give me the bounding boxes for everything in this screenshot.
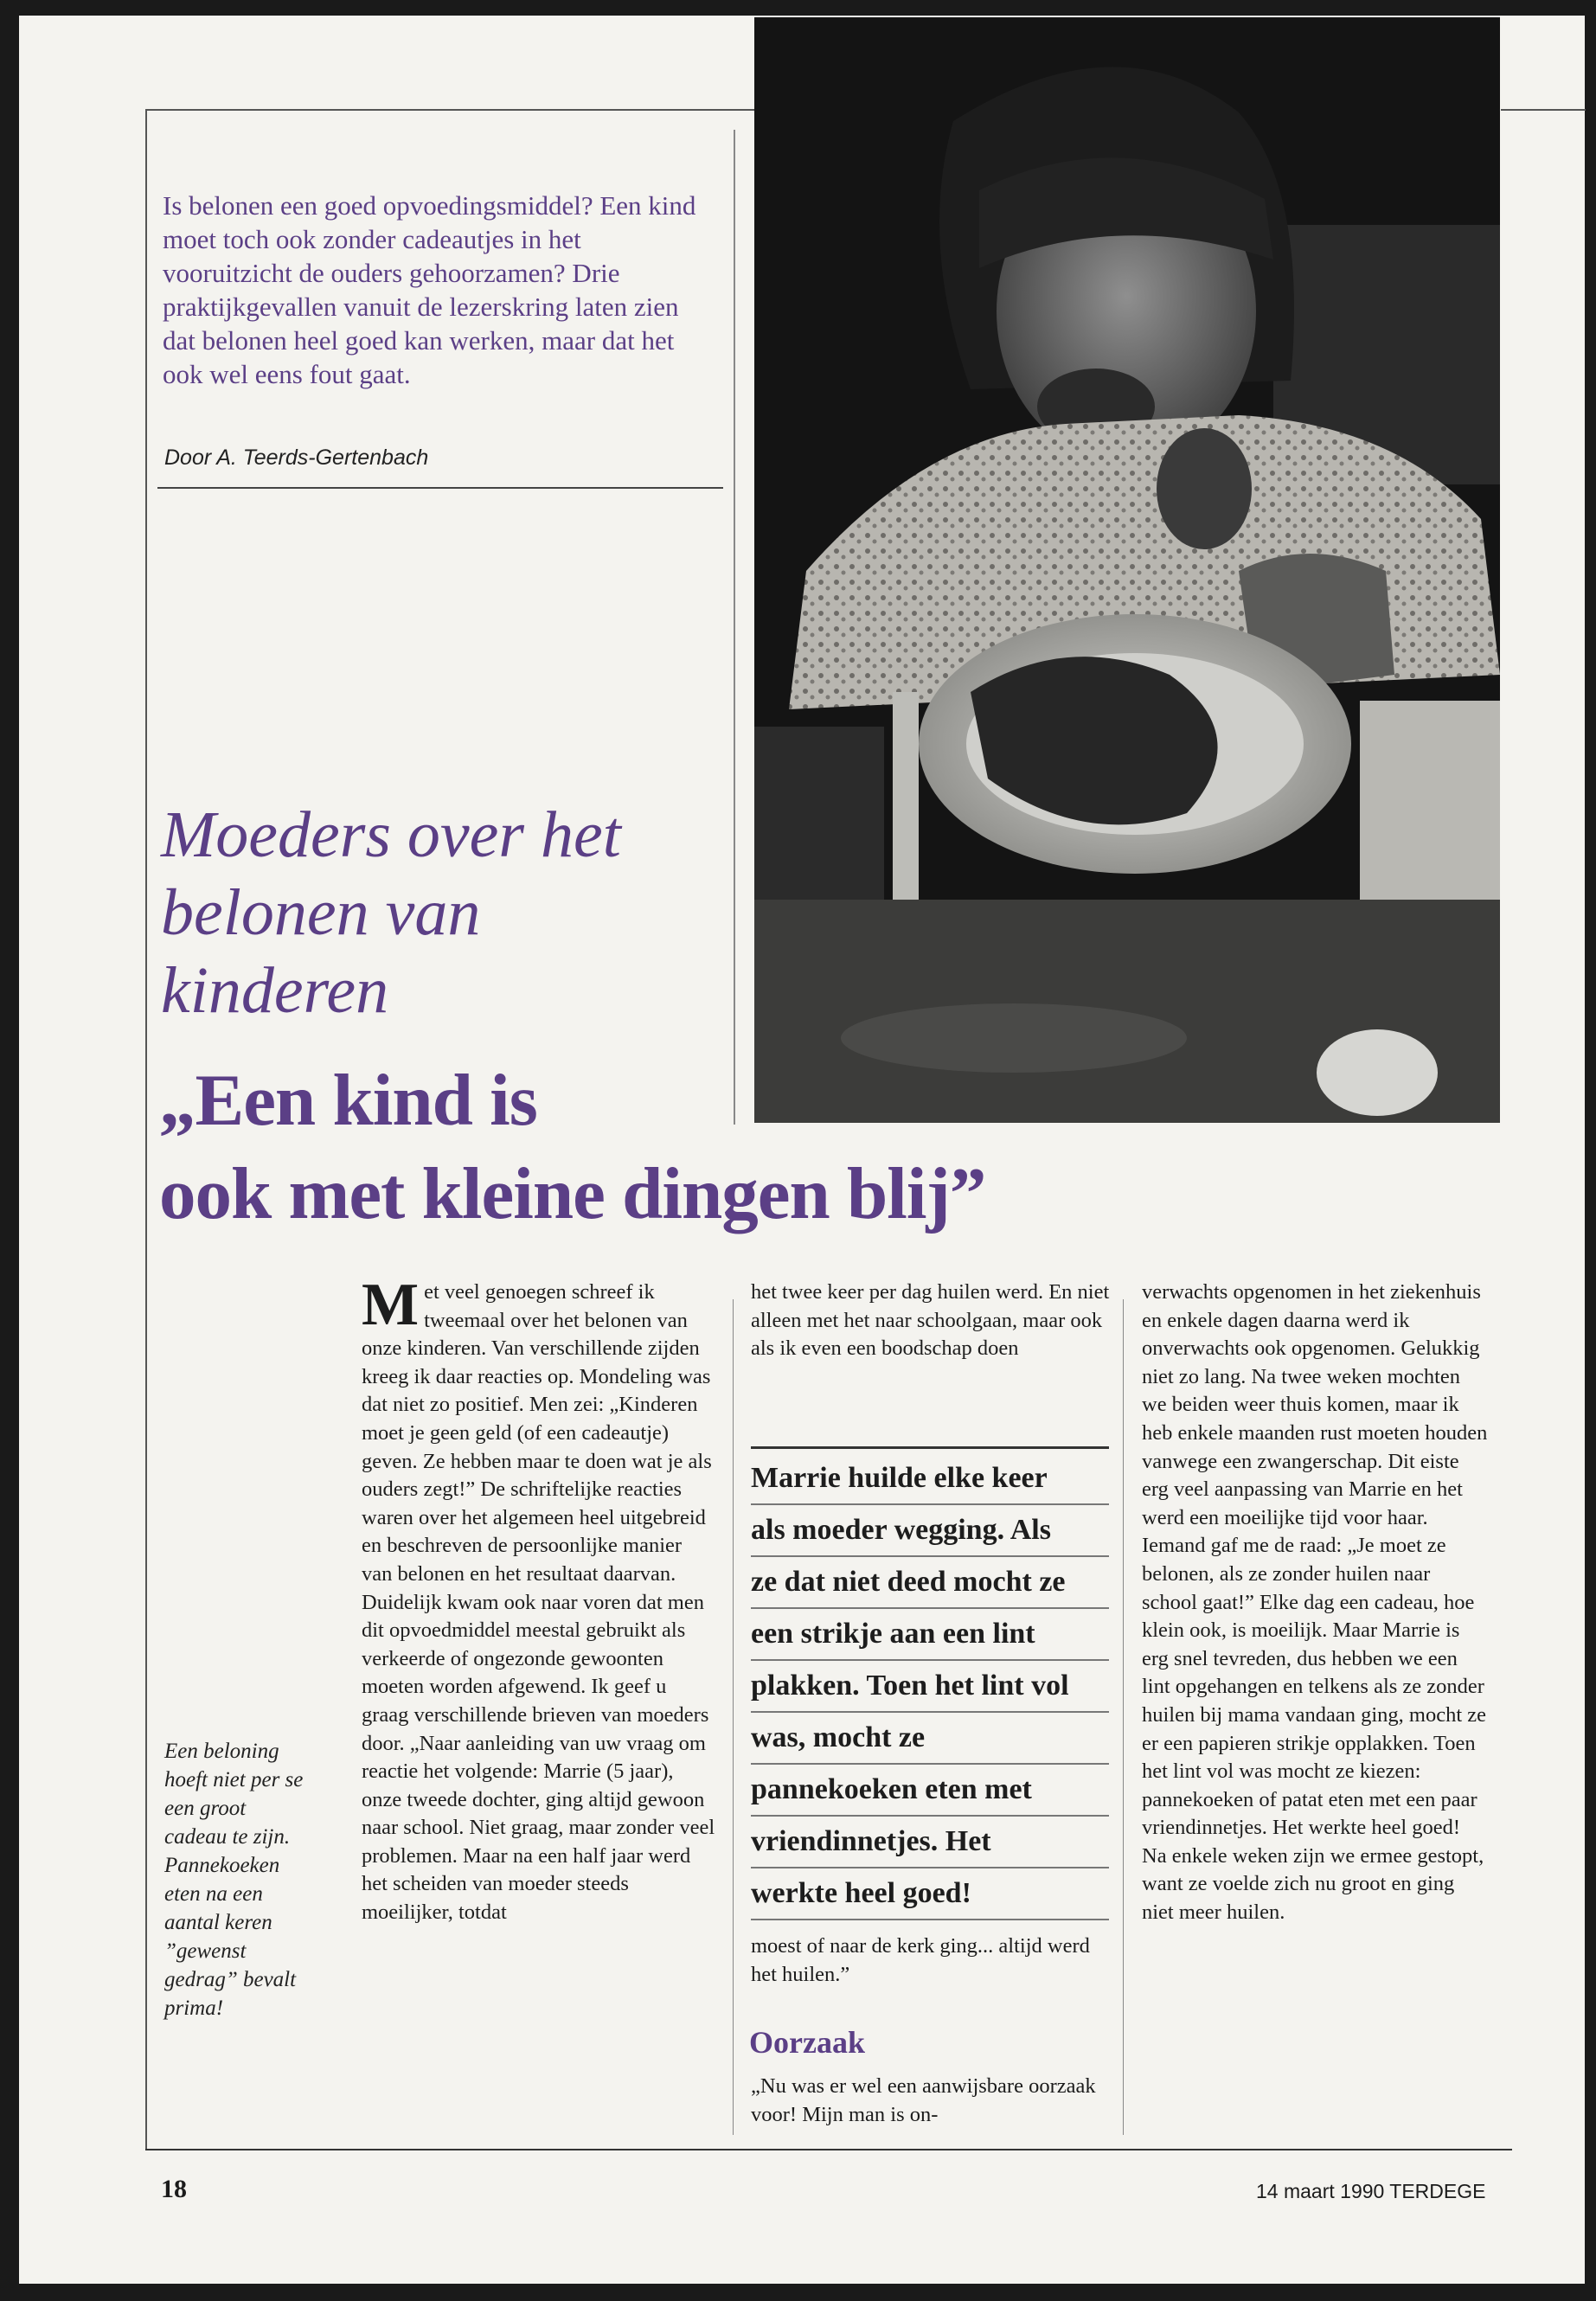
frame-rule-top <box>145 109 754 111</box>
article-column-2-end: „Nu was er wel een aanwijsbare oorzaak voor! Mijn man is on- <box>751 2074 1096 2126</box>
article-column-1 <box>362 1272 716 1927</box>
kicker-line: Moeders over het <box>161 798 621 871</box>
intro-paragraph: Is belonen een goed opvoedingsmiddel? Een kind moet toch ook zonder cadeautjes in het vooruitzicht de ouders gehoorzamen? Drie praktijkgevallen vanuit de lezerskring laten zien dat belonen heel goed kan werken, maar dat het ook wel eens fout gaat. <box>163 190 696 389</box>
byline: Door A. Teerds-Gertenbach <box>164 445 429 470</box>
pullquote-line: ze dat niet deed mocht ze <box>751 1557 1109 1609</box>
article-column-3: verwachts opgenomen in het ziekenhuis en enkele dagen daarna werd ik onverwachts ook opgenomen. Gelukkig niet zo lang. Na twee weken mochten we beiden weer thuis komen, maar ik heb enkele maanden rust moeten houden vanwege een zwangerschap. Dit eiste erg veel aanpassing van Marrie en het werd een moeilijke tijd voor haar. Iemand gaf me de raad: „Je moet ze belonen, als ze zonder huilen naar school gaat!” Elke dag een cadeau, hoe klein ook, is moeilijk. Maar Marrie is erg snel tevreden, dus hebben we een lint opgehangen en telkens als ze zonder huilen bij mama vandaan ging, mocht ze er een papieren strikje opplakken. Toen het lint vol was mocht ze kiezen: pannekoeken of patat eten met een paar vriendinnetjes. Het werkte heel goed! Na enkele weken zijn we ermee gestopt, want ze voelde zich nu groot en ging niet meer huilen. <box>1142 1280 1488 1925</box>
pullquote <box>751 1453 1109 1920</box>
headline-line: ook met kleine dingen blij” <box>159 1153 986 1234</box>
pullquote-line: een strikje aan een lint <box>751 1609 1109 1661</box>
frame-rule-middle <box>734 130 735 1125</box>
pullquote-line: pannekoeken eten met <box>751 1765 1109 1817</box>
headline-line: „Een kind is <box>159 1060 537 1141</box>
kicker-line: kinderen <box>161 954 389 1027</box>
column-divider <box>733 1299 734 2135</box>
scan-border-right <box>1585 0 1596 2301</box>
scan-border-left <box>0 0 19 2301</box>
frame-rule-bottom <box>145 2149 1512 2150</box>
scan-border-bottom <box>0 2284 1596 2301</box>
section-subhead: Oorzaak <box>749 2025 865 2060</box>
intro-rule <box>157 487 723 489</box>
pullquote-line: vriendinnetjes. Het <box>751 1817 1109 1868</box>
column-divider <box>1123 1299 1124 2135</box>
pullquote-line: werkte heel goed! <box>751 1868 1109 1920</box>
pullquote-line: was, mocht ze <box>751 1713 1109 1765</box>
issue-date-magazine: 14 maart 1990 TERDEGE <box>1256 2180 1486 2202</box>
article-column-2-middle: moest of naar de kerk ging... altijd werd het huilen.” <box>751 1934 1090 1986</box>
page-number: 18 <box>161 2175 187 2203</box>
pullquote-line: Marrie huilde elke keer <box>751 1453 1109 1505</box>
headline <box>159 1054 1284 1240</box>
photo-girl-eating <box>754 17 1500 1123</box>
kicker-line: belonen van <box>161 876 481 949</box>
frame-rule-top-right <box>1501 109 1586 111</box>
frame-rule-left <box>145 109 147 2150</box>
pullquote-line: als moeder wegging. Als <box>751 1505 1109 1557</box>
kicker-title <box>161 796 732 1029</box>
dropcap: M <box>362 1272 420 1338</box>
column-1-text: et veel genoegen schreef ik tweemaal over het belonen van onze kinderen. Van verschillende zijden kreeg ik daar reacties op. Mondeling was dat niet zo positief. Men zei: „Kinderen moet je geen geld (of een cadeautje) geven. Ze hebben maar te doen wat je als ouders zegt!” De schriftelijke reacties waren over het algemeen heel uitgebreid en beschreven de persoonlijke manier van belonen en het resultaat daarvan. Duidelijk kwam ook naar voren dat men dit opvoedmiddel meestal gebruikt als verkeerde of ongezonde gewoonten moeten worden afgewend. Ik geef u graag verschillende brieven van moeders door. „Naar aanleiding van uw vraag om reactie het volgende: Marrie (5 jaar), onze tweede dochter, ging altijd gewoon naar school. Niet graag, maar zonder veel problemen. Maar na een half jaar werd het scheiden van moeder steeds moeilijker, totdat <box>362 1280 715 1925</box>
pullquote-rule <box>751 1446 1109 1449</box>
article-column-2-start: het twee keer per dag huilen werd. En niet alleen met het naar schoolgaan, maar ook als ik even een boodschap doen <box>751 1280 1110 1361</box>
pullquote-line: plakken. Toen het lint vol <box>751 1661 1109 1713</box>
scan-border-top <box>0 0 1596 16</box>
photo-caption: Een beloning hoeft niet per se een groot cadeau te zijn. Pannekoeken eten na een aantal keren ”gewenst gedrag” bevalt prima! <box>164 1740 304 2020</box>
